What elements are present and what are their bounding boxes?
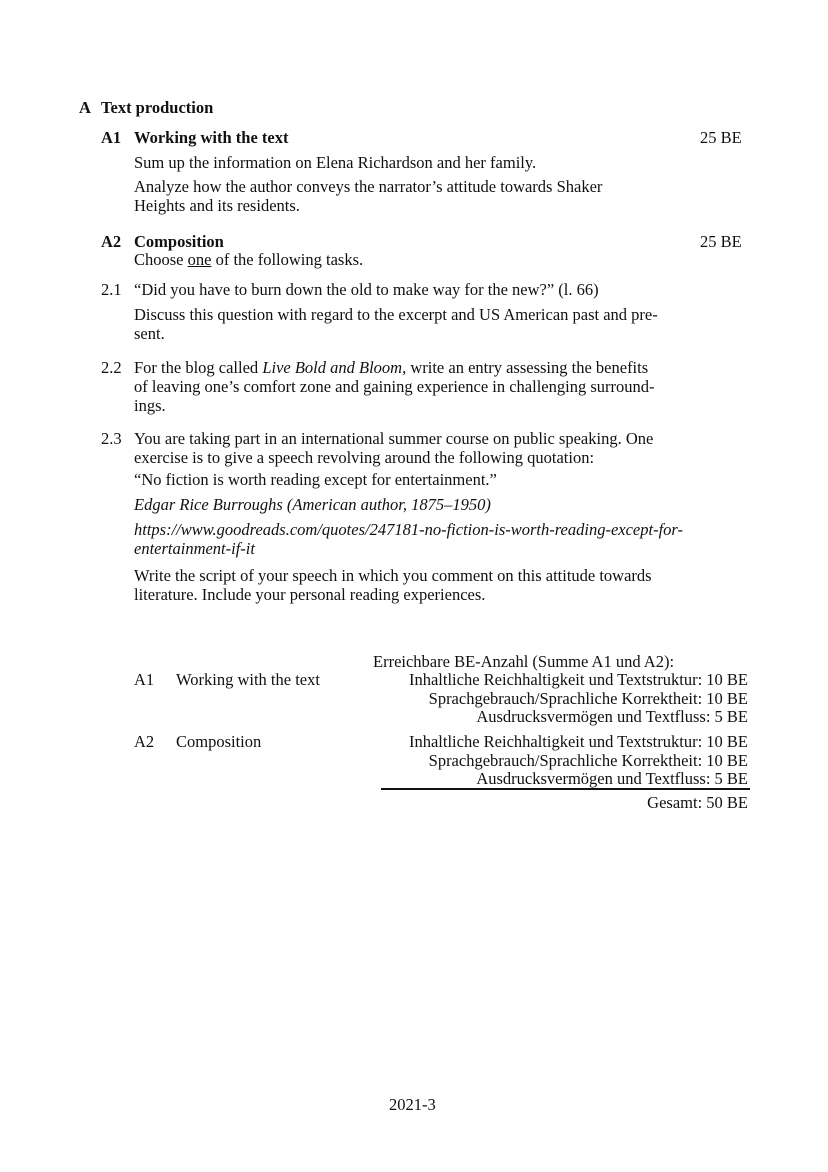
section-title: Text production <box>101 98 214 117</box>
a2-title: Composition <box>134 232 224 251</box>
scoring-a2-criterion-content: Inhaltliche Reichhaltigkeit und Textstruktur: 10 BE <box>408 732 748 751</box>
task-2-2-line-1 <box>134 358 648 377</box>
scoring-a2-criterion-expression: Ausdrucksvermögen und Textfluss: 5 BE <box>476 769 748 788</box>
scoring-a2-criterion-language: Sprachgebrauch/Sprachliche Korrektheit: 10 BE <box>428 751 748 770</box>
a2-instruction-emphasis: one <box>187 250 212 269</box>
task-2-2-line-1-prefix: For the blog called <box>134 358 263 377</box>
scoring-a1-criterion-expression: Ausdrucksvermögen und Textfluss: 5 BE <box>476 707 748 726</box>
task-2-1-number: 2.1 <box>101 280 122 299</box>
page-number: 2021-3 <box>389 1095 436 1114</box>
scoring-a1-number: A1 <box>134 670 155 689</box>
a2-instruction-prefix: Choose <box>134 250 188 269</box>
a1-title: Working with the text <box>134 128 289 147</box>
task-2-3-source-url-line-1: https://www.goodreads.com/quotes/247181-no-fiction-is-worth-reading-except-for- <box>134 520 683 539</box>
task-2-3-number: 2.3 <box>101 429 122 448</box>
a2-number: A2 <box>101 232 122 251</box>
task-2-1-line-1: “Did you have to burn down the old to make way for the new?” (l. 66) <box>134 280 599 299</box>
a1-task-1: Sum up the information on Elena Richardson and her family. <box>134 153 537 172</box>
task-2-3-line-4: literature. Include your personal reading experiences. <box>134 585 486 604</box>
task-2-1-line-2: Discuss this question with regard to the excerpt and US American past and pre- <box>134 305 658 324</box>
task-2-3-line-1: You are taking part in an international summer course on public speaking. One <box>134 429 654 448</box>
section-letter: A <box>79 98 91 117</box>
scoring-a2-title: Composition <box>176 732 262 751</box>
scoring-total: Gesamt: 50 BE <box>647 793 748 812</box>
task-2-2-number: 2.2 <box>101 358 122 377</box>
scoring-a2-number: A2 <box>134 732 155 751</box>
scoring-a1-criterion-content: Inhaltliche Reichhaltigkeit und Textstruktur: 10 BE <box>408 670 748 689</box>
scoring-total-rule <box>381 788 750 790</box>
a2-instruction-suffix: of the following tasks. <box>211 250 364 269</box>
scoring-a1-title: Working with the text <box>176 670 320 689</box>
task-2-3-line-3: Write the script of your speech in which you comment on this attitude towards <box>134 566 652 585</box>
task-2-3-line-2: exercise is to give a speech revolving around the following quotation: <box>134 448 595 467</box>
task-2-3-quote: “No fiction is worth reading except for entertainment.” <box>134 470 497 489</box>
task-2-3-attribution: Edgar Rice Burroughs (American author, 1875–1950) <box>134 495 491 514</box>
task-2-2-line-2: of leaving one’s comfort zone and gaining experience in challenging surround- <box>134 377 655 396</box>
a1-number: A1 <box>101 128 122 147</box>
a1-task-2-line-2: Heights and its residents. <box>134 196 300 215</box>
a1-task-2-line-1: Analyze how the author conveys the narrator’s attitude towards Shaker <box>134 177 603 196</box>
task-2-2-line-3: ings. <box>134 396 166 415</box>
task-2-1-line-3: sent. <box>134 324 165 343</box>
task-2-3-source-url-line-2: entertainment-if-it <box>134 539 255 558</box>
task-2-2-blog-name: Live Bold and Bloom, <box>262 358 407 377</box>
a2-instruction <box>134 250 363 269</box>
scoring-header: Erreichbare BE-Anzahl (Summe A1 und A2): <box>373 652 675 671</box>
task-2-2-line-1-suffix: write an entry assessing the benefits <box>406 358 649 377</box>
a1-points: 25 BE <box>700 128 742 147</box>
a2-points: 25 BE <box>700 232 742 251</box>
scoring-a1-criterion-language: Sprachgebrauch/Sprachliche Korrektheit: 10 BE <box>428 689 748 708</box>
